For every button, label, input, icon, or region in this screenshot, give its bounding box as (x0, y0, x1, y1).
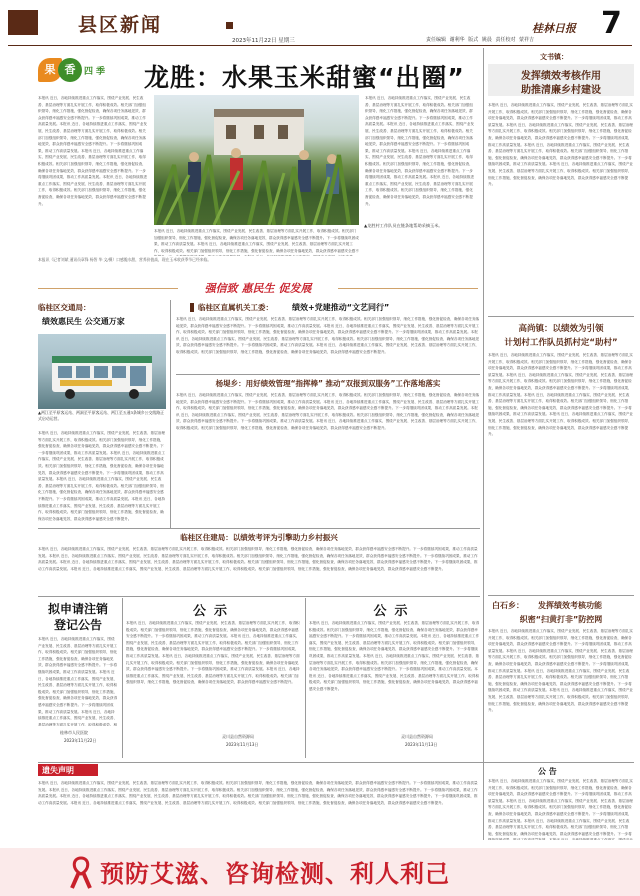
lead-kicker (38, 58, 118, 84)
masthead (0, 0, 640, 46)
mid-right-article-2 (176, 376, 480, 524)
banner-text: 强信致 惠民生 促发展 (204, 282, 312, 295)
right1-body (488, 102, 634, 302)
kicker-char: 四 (84, 67, 94, 77)
credit-label: 责任校对 (495, 37, 516, 43)
lost-notice-body (38, 780, 478, 840)
title-marker (190, 303, 194, 312)
public-notice-date: 2023年11月13日 (405, 742, 438, 747)
right3-title-line2: 织密“扫黄打非”防控网 (519, 615, 603, 624)
right2-title-line1: 高尚镇：以绩效为引领 (518, 324, 604, 334)
mid-right1-kicker: 临桂区直属机关工委： (198, 303, 273, 312)
notice-date: 2023年11月22日 (64, 738, 97, 743)
kicker-char: 季 (96, 67, 106, 77)
kicker-leaf: 香 (58, 58, 82, 82)
right1-title-line2: 助推清廉乡村建设 (521, 85, 601, 96)
mid-left-title: 绩效惠民生 公交通万家 (42, 317, 125, 326)
right-article-1 (488, 50, 634, 320)
public-notice-signer: 灵川县自然资源局 (222, 734, 254, 739)
public-notice-title: 公示 (192, 604, 235, 619)
right-divider (488, 595, 634, 596)
right2-body (488, 352, 634, 587)
announcement-title: 公 告 (538, 767, 557, 776)
right-divider (488, 316, 634, 317)
cancellation-notice (38, 598, 118, 758)
lead-photo (154, 95, 359, 225)
bus-illustration (38, 334, 166, 409)
lead-body-col3 (365, 95, 475, 225)
section-divider (38, 596, 480, 597)
right3-kicker: 白石乡： (492, 601, 524, 610)
right-article-3 (488, 598, 634, 803)
mid-left-article (38, 302, 166, 524)
right1-title-line1: 发挥绩效考核作用 (521, 71, 601, 82)
mid-right2-body (176, 392, 480, 530)
credit-label: 版式 (468, 37, 479, 43)
notice-body (38, 636, 118, 726)
bus-photo (38, 334, 166, 409)
credit-value: 谢利华 (449, 37, 465, 43)
banner-line-left (38, 288, 178, 289)
public-notice-date: 2023年11月13日 (226, 742, 259, 747)
mid-left-body (38, 430, 166, 538)
credits-line (426, 36, 534, 43)
section-title: 县区新闻 (78, 14, 163, 36)
notice-title-line2: 登记公告 (53, 618, 102, 632)
lead-lede: 本报讯（记者刘斌 通讯员章锋 杨智 华 文/摄）口感脆水甜，营养价值高，现在玉米收获季节已经来临。 (38, 257, 212, 262)
mid-right1-title: 绩效+党建推动“文艺同行” (292, 303, 390, 312)
masthead-rule (8, 45, 632, 46)
public-notice-body (126, 620, 302, 730)
right1-kicker: 文书镇： (540, 53, 568, 61)
column-rule (305, 598, 306, 758)
page-number: 7 (601, 6, 622, 41)
public-notice-title: 公示 (373, 604, 416, 619)
section-divider (176, 374, 480, 375)
lead-photo-caption: ▲龙胜村工作队员在链条地帮助采摘玉米。 (364, 223, 443, 228)
banner (38, 280, 478, 296)
section-divider (38, 528, 480, 529)
right3-title-line1: 发挥绩效考核功能 (538, 601, 602, 610)
lead-body-col1 (38, 95, 148, 255)
corn-field-illustration (154, 95, 359, 225)
public-notice-signer: 灵川县自然资源局 (401, 734, 433, 739)
column-rule (170, 300, 171, 528)
mid-right2-title: 杨堤乡：用好绩效管理“指挥棒” 推动“双报到双服务”工作落地落实 (215, 379, 441, 388)
credit-value: 蒙祥吉 (519, 37, 535, 43)
announcement-body (488, 778, 634, 840)
mid-right-article-1 (176, 302, 480, 372)
lead-body-col2 (154, 228, 359, 256)
section-divider (38, 762, 634, 763)
red-ribbon-icon (70, 856, 92, 890)
column-rule (122, 598, 123, 758)
mid-wide-body (38, 546, 480, 594)
bus-photo-caption: ▲两江至平原客运站、两洞至平原客运站、两江至五通3条城乡公交线路正式启动运营。 (38, 410, 165, 421)
paper-name: 桂林日报 (532, 22, 576, 35)
credit-value: 姚晨 (481, 37, 492, 43)
right-article-2 (488, 320, 634, 560)
mid-right1-body (176, 316, 480, 372)
masthead-bar (8, 10, 38, 35)
lead-headline: 龙胜：水果玉米甜蜜“出圈” (144, 63, 465, 92)
mid-wide-article (38, 530, 480, 594)
notice-title-line1: 拟申请注销 (47, 602, 108, 616)
mid-left-kicker: 临桂区交通局： (38, 303, 91, 312)
credit-label: 责任编辑 (426, 37, 447, 43)
lost-notice-title: 遗失声明 (42, 766, 74, 775)
public-notice-2 (309, 598, 480, 758)
footer-slogan: 预防艾滋、咨询检测、利人利己 (100, 860, 450, 888)
ribbon-icon (70, 856, 92, 890)
issue-date: 2023年11月22日 星期三 (232, 38, 295, 44)
notice-signer: 桂林市人民医院 (60, 730, 88, 735)
public-notice-body (309, 620, 480, 730)
public-notice-1 (126, 598, 302, 758)
banner-line-right (338, 288, 478, 289)
kicker-leaf: 果 (38, 58, 62, 82)
right-column-rule (483, 48, 484, 840)
masthead-dot (226, 22, 233, 29)
right2-title-line2: 计划村工作队员抓村定“助村” (504, 338, 618, 348)
mid-wide-title: 临桂区住建局：以绩效考评为引擎助力乡村振兴 (180, 533, 338, 542)
